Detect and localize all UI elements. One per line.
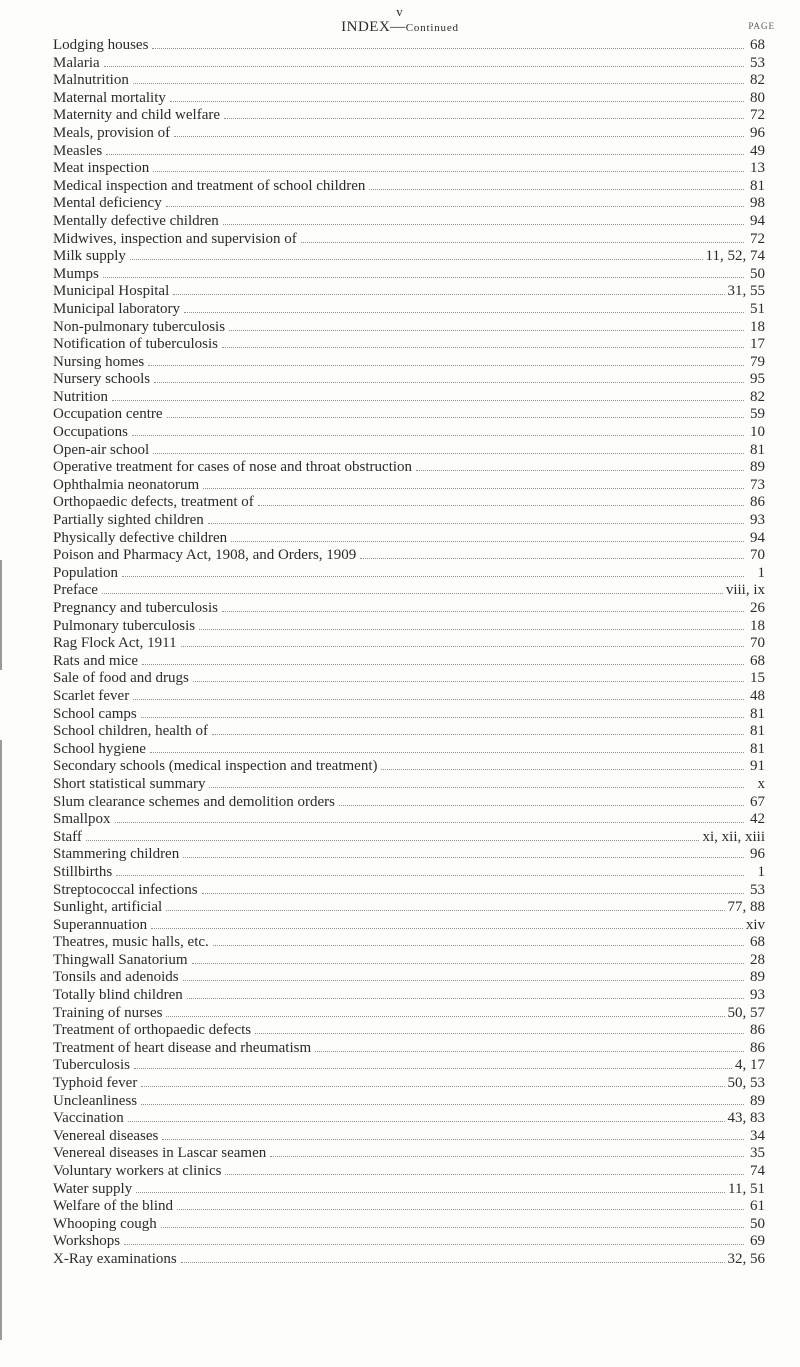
entry-pages: 17: [750, 336, 765, 353]
entry-label: Welfare of the blind: [53, 1198, 173, 1215]
entry-label: Malnutrition: [53, 72, 129, 89]
entry-pages: 26: [750, 600, 765, 616]
entry-pages: 53: [750, 54, 765, 71]
dot-leader: [381, 758, 744, 770]
index-entry: [53, 934, 765, 952]
index-entry: [53, 37, 765, 55]
dot-leader: [122, 565, 744, 577]
entry-pages: 34: [750, 1127, 765, 1144]
entry-pages: 28: [750, 951, 765, 968]
entry-label: Superannuation: [53, 916, 148, 933]
entry-pages: 49: [750, 142, 765, 159]
entry-label: Operative treatment for cases of nose and throat obstruction: [53, 459, 413, 476]
entry-pages: 81: [750, 177, 765, 194]
entry-label: School hygiene: [53, 740, 146, 757]
entry-label: Population: [53, 564, 119, 581]
dot-leader: [106, 143, 744, 155]
entry-label: Treatment of heart disease and rheumatism: [53, 1039, 312, 1056]
dot-leader: [161, 1216, 744, 1228]
entry-label: Staff: [53, 828, 82, 845]
index-entry: [53, 1198, 765, 1216]
page-column-label: PAGE: [748, 21, 775, 31]
entry-label: Rag Flock Act, 1911: [53, 635, 177, 652]
dot-leader: [141, 1075, 724, 1087]
index-entry: [53, 107, 765, 125]
dot-leader: [141, 706, 744, 718]
dot-leader: [154, 371, 744, 383]
entry-label: Maternity and child welfare: [53, 107, 221, 124]
index-entry: [53, 195, 765, 213]
entry-pages: 82: [750, 388, 765, 405]
entry-pages: 70: [750, 635, 765, 652]
entry-label: Scarlet fever: [53, 687, 130, 704]
entry-label: Totally blind children: [53, 987, 183, 1004]
entry-pages: 11, 51: [728, 1180, 765, 1197]
index-entry: [53, 301, 765, 319]
entry-label: Physically defective children: [53, 529, 228, 546]
entry-pages: 48: [750, 687, 765, 704]
entry-label: Medical inspection and treatment of school children: [53, 177, 366, 194]
index-entry: [53, 336, 765, 354]
dot-leader: [181, 635, 744, 647]
index-entry: [53, 459, 765, 477]
index-entry: [53, 706, 765, 724]
index-entry: [53, 829, 765, 847]
index-entry: [53, 864, 765, 882]
entry-label: Malaria: [53, 54, 100, 71]
entry-pages: 86: [750, 494, 765, 511]
entry-pages: 50: [750, 265, 765, 282]
index-entry: [53, 846, 765, 864]
page-title: [0, 19, 800, 36]
entry-label: Notification of tuberculosis: [53, 336, 218, 353]
dot-leader: [130, 248, 703, 260]
entry-label: Orthopaedic defects, treatment of: [53, 494, 254, 511]
dot-leader: [141, 1093, 744, 1105]
index-entry: [53, 723, 765, 741]
entry-pages: 68: [750, 934, 765, 951]
index-entry: [53, 442, 765, 460]
index-entries: [53, 37, 765, 1269]
entry-pages: 51: [750, 300, 765, 317]
entry-label: Nursing homes: [53, 353, 145, 370]
dot-leader: [208, 512, 744, 524]
dot-leader: [136, 1181, 725, 1193]
entry-label: Ophthalmia neonatorum: [53, 476, 200, 493]
index-entry: [53, 1110, 765, 1128]
index-header: [0, 19, 800, 37]
dot-leader: [153, 160, 744, 172]
index-entry: [53, 758, 765, 776]
index-entry: [53, 811, 765, 829]
entry-pages: 89: [750, 1092, 765, 1109]
entry-label: Occupation centre: [53, 406, 163, 423]
entry-label: Voluntary workers at clinics: [53, 1163, 222, 1179]
index-entry: [53, 1093, 765, 1111]
dot-leader: [148, 354, 744, 366]
dot-leader: [225, 1163, 744, 1175]
dot-leader: [167, 406, 744, 418]
entry-pages: 18: [750, 617, 765, 634]
index-entry: [53, 547, 765, 565]
entry-pages: 74: [750, 1163, 765, 1179]
dot-leader: [369, 178, 744, 190]
dot-leader: [124, 1233, 744, 1245]
entry-label: Preface: [53, 582, 98, 599]
entry-pages: 93: [750, 512, 765, 529]
dot-leader: [166, 899, 724, 911]
dot-leader: [115, 811, 744, 823]
dot-leader: [153, 442, 744, 454]
dot-leader: [133, 72, 744, 84]
entry-label: Pulmonary tuberculosis: [53, 617, 196, 634]
entry-label: Water supply: [53, 1180, 133, 1197]
index-entry: [53, 143, 765, 161]
entry-label: Workshops: [53, 1233, 121, 1250]
index-entry: [53, 72, 765, 90]
dot-leader: [177, 1198, 744, 1210]
index-entry: [53, 1233, 765, 1251]
entry-label: Secondary schools (medical inspection and treatment): [53, 758, 378, 775]
entry-label: Poison and Pharmacy Act, 1908, and Orders, 1909: [53, 547, 357, 564]
index-entry: [53, 160, 765, 178]
entry-pages: 96: [750, 846, 765, 863]
index-entry: [53, 125, 765, 143]
index-entry: [53, 424, 765, 442]
index-entry: [53, 371, 765, 389]
dot-leader: [128, 1110, 725, 1122]
entry-label: Smallpox: [53, 811, 111, 828]
dot-leader: [224, 107, 744, 119]
dot-leader: [187, 987, 744, 999]
entry-label: Meals, provision of: [53, 124, 171, 141]
entry-label: Whooping cough: [53, 1215, 157, 1232]
dot-leader: [150, 741, 744, 753]
entry-label: Venereal diseases: [53, 1127, 159, 1144]
dot-leader: [134, 1057, 732, 1069]
entry-label: Treatment of orthopaedic defects: [53, 1022, 252, 1039]
entry-label: Pregnancy and tuberculosis: [53, 600, 218, 616]
index-entry: [53, 794, 765, 812]
binding-shadow-bottom: [0, 740, 2, 1340]
dot-leader: [416, 459, 744, 471]
entry-pages: 50, 57: [727, 1004, 765, 1021]
index-entry: [53, 1216, 765, 1234]
index-entry: [53, 231, 765, 249]
index-entry: [53, 653, 765, 671]
dot-leader: [255, 1022, 744, 1034]
index-entry: [53, 1128, 765, 1146]
entry-label: Streptococcal infections: [53, 881, 198, 898]
dot-leader: [203, 477, 744, 489]
entry-pages: 96: [750, 124, 765, 141]
index-entry: [53, 688, 765, 706]
entry-pages: 50: [750, 1215, 765, 1232]
index-entry: [53, 266, 765, 284]
index-entry: [53, 55, 765, 73]
entry-pages: 98: [750, 195, 765, 212]
entry-pages: 1: [757, 863, 765, 880]
binding-shadow-top: [0, 560, 2, 670]
dot-leader: [133, 688, 744, 700]
index-entry: [53, 1040, 765, 1058]
index-entry: [53, 600, 765, 618]
entry-pages: 32, 56: [727, 1250, 765, 1267]
dot-leader: [132, 424, 744, 436]
dot-leader: [103, 266, 744, 278]
entry-pages: 89: [750, 969, 765, 986]
entry-label: Stillbirths: [53, 863, 113, 880]
entry-label: Sunlight, artificial: [53, 899, 163, 916]
entry-label: Municipal laboratory: [53, 300, 181, 317]
index-entry: [53, 1163, 765, 1181]
dot-leader: [229, 319, 744, 331]
dot-leader: [104, 55, 744, 67]
dot-leader: [162, 1128, 744, 1140]
index-entry: [53, 213, 765, 231]
entry-label: Thingwall Sanatorium: [53, 951, 188, 968]
index-entry: [53, 477, 765, 495]
dot-leader: [193, 670, 744, 682]
index-entry: [53, 882, 765, 900]
index-entry: [53, 1251, 765, 1269]
entry-pages: 93: [750, 987, 765, 1004]
dot-leader: [192, 952, 744, 964]
index-entry: [53, 389, 765, 407]
entry-pages: 95: [750, 371, 765, 388]
entry-label: Partially sighted children: [53, 512, 204, 529]
entry-pages: 35: [750, 1145, 765, 1162]
entry-label: Mumps: [53, 265, 99, 282]
entry-pages: 68: [750, 37, 765, 53]
entry-pages: 89: [750, 459, 765, 476]
entry-pages: 86: [750, 1039, 765, 1056]
entry-pages: 10: [750, 424, 765, 441]
entry-label: Non-pulmonary tuberculosis: [53, 318, 226, 335]
entry-pages: 80: [750, 89, 765, 106]
title-main: INDEX—: [341, 19, 406, 35]
index-entry: [53, 741, 765, 759]
dot-leader: [152, 37, 744, 49]
entry-pages: 13: [750, 160, 765, 177]
dot-leader: [213, 934, 744, 946]
index-entry: [53, 987, 765, 1005]
dot-leader: [166, 1005, 724, 1017]
index-entry: [53, 952, 765, 970]
dot-leader: [86, 829, 700, 841]
entry-pages: 31, 55: [727, 283, 765, 300]
index-entry: [53, 248, 765, 266]
index-entry: [53, 354, 765, 372]
dot-leader: [184, 301, 744, 313]
entry-label: Vaccination: [53, 1110, 124, 1127]
index-entry: [53, 90, 765, 108]
entry-pages: 1: [757, 564, 765, 581]
dot-leader: [112, 389, 744, 401]
entry-label: Measles: [53, 142, 103, 159]
entry-pages: 86: [750, 1022, 765, 1039]
entry-label: Nursery schools: [53, 371, 151, 388]
index-entry: [53, 565, 765, 583]
index-entry: [53, 1057, 765, 1075]
entry-pages: 53: [750, 881, 765, 898]
index-entry: [53, 530, 765, 548]
entry-label: Slum clearance schemes and demolition orders: [53, 793, 335, 810]
index-entry: [53, 1075, 765, 1093]
entry-label: Nutrition: [53, 388, 108, 405]
dot-leader: [102, 582, 723, 594]
entry-label: School camps: [53, 705, 137, 722]
entry-label: Training of nurses: [53, 1004, 163, 1021]
entry-label: Typhoid fever: [53, 1075, 138, 1092]
dot-leader: [166, 195, 744, 207]
dot-leader: [231, 530, 744, 542]
index-entry: [53, 899, 765, 917]
entry-label: Open-air school: [53, 441, 150, 458]
dot-leader: [301, 231, 744, 243]
entry-label: Mentally defective children: [53, 212, 219, 229]
entry-pages: 81: [750, 705, 765, 722]
entry-pages: 4, 17: [735, 1057, 765, 1074]
entry-pages: 94: [750, 212, 765, 229]
entry-label: Lodging houses: [53, 37, 149, 53]
entry-label: Venereal diseases in Lascar seamen: [53, 1145, 267, 1162]
entry-label: Maternal mortality: [53, 89, 166, 106]
entry-pages: 81: [750, 441, 765, 458]
entry-label: Tonsils and adenoids: [53, 969, 179, 986]
dot-leader: [174, 125, 744, 137]
dot-leader: [223, 213, 744, 225]
entry-label: School children, health of: [53, 723, 208, 740]
entry-label: Meat inspection: [53, 160, 150, 177]
dot-leader: [222, 336, 744, 348]
entry-label: Municipal Hospital: [53, 283, 170, 300]
entry-pages: 70: [750, 547, 765, 564]
entry-label: Mental deficiency: [53, 195, 162, 212]
dot-leader: [202, 882, 744, 894]
index-entry: [53, 283, 765, 301]
entry-pages: 82: [750, 72, 765, 89]
index-entry: [53, 1181, 765, 1199]
dot-leader: [116, 864, 744, 876]
entry-pages: xi, xii, xiii: [702, 828, 765, 845]
entry-pages: 43, 83: [727, 1110, 765, 1127]
dot-leader: [212, 723, 744, 735]
index-entry: [53, 969, 765, 987]
index-entry: [53, 1022, 765, 1040]
entry-pages: 69: [750, 1233, 765, 1250]
index-entry: [53, 406, 765, 424]
index-entry: [53, 776, 765, 794]
entry-label: Tuberculosis: [53, 1057, 130, 1074]
entry-pages: xiv: [745, 916, 765, 933]
entry-pages: 18: [750, 318, 765, 335]
index-entry: [53, 618, 765, 636]
entry-pages: 91: [750, 758, 765, 775]
dot-leader: [270, 1145, 744, 1157]
dot-leader: [142, 653, 744, 665]
page-number: v: [396, 4, 404, 19]
index-entry: [53, 917, 765, 935]
dot-leader: [199, 618, 744, 630]
entry-label: Rats and mice: [53, 652, 138, 669]
index-entry: [53, 319, 765, 337]
dot-leader: [360, 547, 744, 559]
dot-leader: [183, 969, 744, 981]
index-entry: [53, 494, 765, 512]
entry-pages: 61: [750, 1198, 765, 1215]
index-entry: [53, 670, 765, 688]
entry-pages: 11, 52, 74: [705, 248, 765, 265]
entry-label: Occupations: [53, 424, 128, 441]
entry-label: Uncleanliness: [53, 1092, 138, 1109]
entry-pages: 79: [750, 353, 765, 370]
entry-pages: 81: [750, 723, 765, 740]
dot-leader: [181, 1251, 725, 1263]
index-entry: [53, 582, 765, 600]
title-continued: Continued: [405, 22, 459, 34]
index-entry: [53, 1145, 765, 1163]
index-entry: [53, 1005, 765, 1023]
entry-label: Theatres, music halls, etc.: [53, 934, 209, 951]
entry-label: Sale of food and drugs: [53, 670, 189, 687]
entry-pages: 81: [750, 740, 765, 757]
entry-pages: 68: [750, 652, 765, 669]
entry-pages: 73: [750, 476, 765, 493]
entry-label: Stammering children: [53, 846, 180, 863]
entry-pages: 72: [750, 230, 765, 247]
dot-leader: [339, 794, 744, 806]
entry-pages: 15: [750, 670, 765, 687]
entry-pages: 67: [750, 793, 765, 810]
entry-pages: 72: [750, 107, 765, 124]
dot-leader: [170, 90, 744, 102]
index-entry: [53, 512, 765, 530]
dot-leader: [209, 776, 744, 788]
dot-leader: [315, 1040, 744, 1052]
entry-pages: 77, 88: [727, 899, 765, 916]
entry-label: X-Ray examinations: [53, 1250, 177, 1267]
entry-pages: 94: [750, 529, 765, 546]
entry-pages: 42: [750, 811, 765, 828]
index-entry: [53, 635, 765, 653]
entry-label: Short statistical summary: [53, 775, 206, 792]
entry-label: Midwives, inspection and supervision of: [53, 230, 297, 247]
dot-leader: [151, 917, 743, 929]
dot-leader: [183, 846, 744, 858]
entry-pages: 50, 53: [727, 1075, 765, 1092]
dot-leader: [222, 600, 744, 612]
entry-pages: viii, ix: [725, 582, 765, 599]
entry-pages: x: [757, 775, 765, 792]
entry-pages: 59: [750, 406, 765, 423]
dot-leader: [173, 283, 724, 295]
entry-label: Milk supply: [53, 248, 126, 265]
index-entry: [53, 178, 765, 196]
dot-leader: [258, 494, 744, 506]
